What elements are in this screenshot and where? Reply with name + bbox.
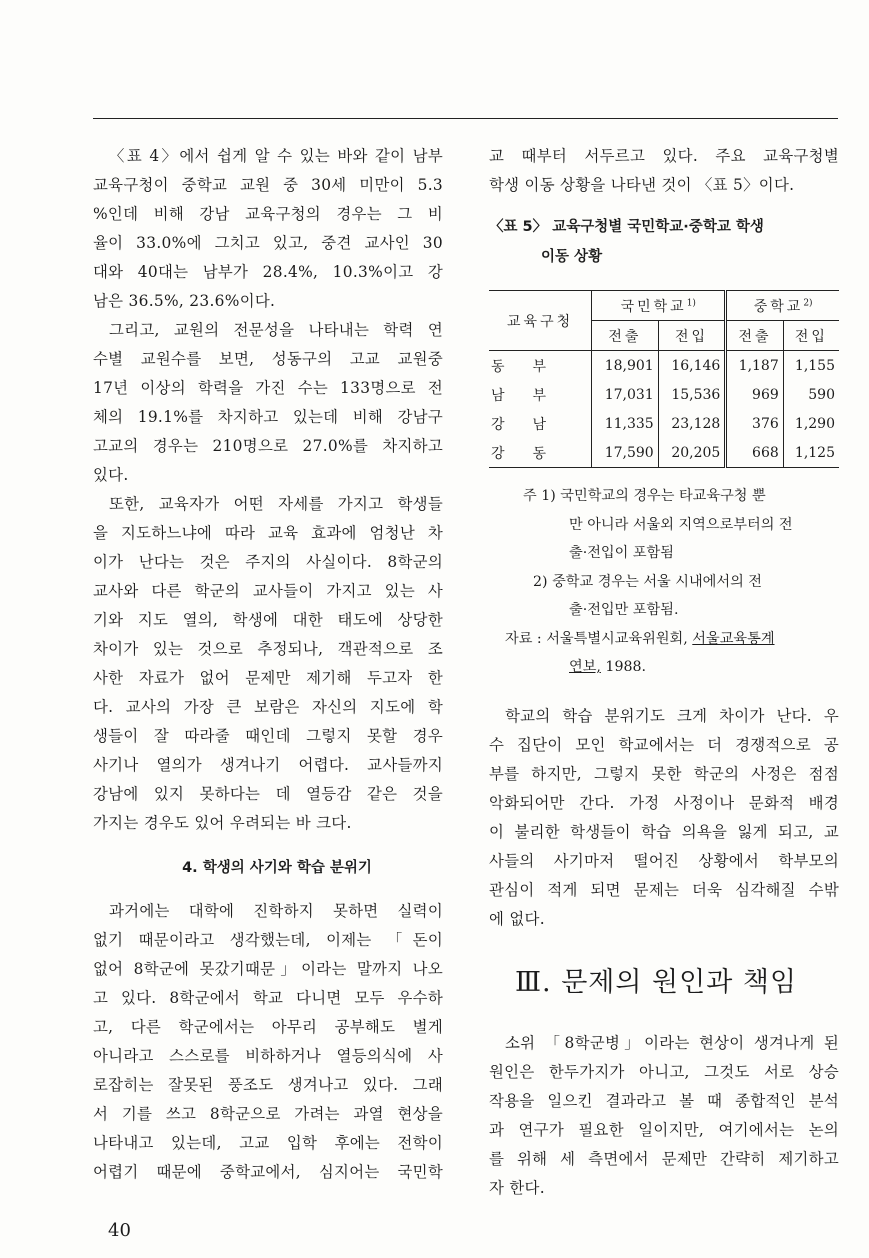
table-notes (489, 482, 839, 682)
table-cell: 376 (726, 409, 783, 438)
table-header-row (489, 291, 839, 321)
paragraph-student-morale (93, 897, 443, 1187)
table-cell: 17,031 (592, 380, 659, 409)
text-line: 소위 「8학군병」이라는 현상이 생겨나게 된 (505, 1033, 839, 1052)
text-line: 강남에 있지 못하다는 데 열등감 같은 것을 (93, 785, 443, 803)
paragraph-learning-atmosphere (489, 702, 839, 934)
text-line: 나타내고 있는데, 고교 입학 후에는 전학이 (93, 1134, 443, 1152)
table-row (489, 409, 839, 438)
paragraph-causes (489, 1029, 839, 1203)
table-cell: 668 (726, 438, 783, 468)
table-subheader: 전입 (783, 321, 839, 351)
table-row (489, 438, 839, 468)
student-transfer-table (489, 290, 839, 468)
paragraph-teacher-attitude (93, 490, 443, 838)
text-line: 〈표 4〉에서 쉽게 알 수 있는 바와 같이 남부 (109, 147, 443, 165)
table-caption-line: 이동 상황 (541, 249, 603, 265)
table-row-label: 강동 (489, 438, 592, 468)
text-line: 어렵기 때문에 중학교에서, 심지어는 국민학 (93, 1163, 443, 1181)
text-line: 서 기를 쓰고 8학군으로 가려는 과열 현상을 (93, 1105, 443, 1123)
table-cell: 1,187 (726, 351, 783, 381)
text-line: 에 없다. (489, 909, 545, 928)
page-number: 40 (108, 1220, 131, 1241)
right-column (489, 142, 839, 1203)
table-group-header: 국민학교$^{1)}$ (592, 291, 726, 321)
table-group-header: 중학교$^{2)}$ (726, 291, 839, 321)
text-line: 가지는 경우도 있어 우려되는 바 크다. (93, 814, 352, 832)
text-line: 악화되어만 간다. 가정 사정이나 문화적 배경 (489, 793, 839, 812)
table-cell: 1,125 (783, 438, 839, 468)
table-cell: 20,205 (658, 438, 726, 468)
text-line: 없기 때문이라고 생각했는데, 이제는 「돈이 (93, 931, 443, 949)
text-line: 교 때부터 서두르고 있다. 주요 교육구청별 (489, 147, 839, 165)
section-heading: 4. 학생의 사기와 학습 분위기 (182, 860, 372, 876)
text-line: 사한 자료가 없어 문제만 제기해 두고자 한 (93, 669, 443, 687)
table-cell: 18,901 (592, 351, 659, 381)
table-cell: 17,590 (592, 438, 659, 468)
text-line: 교사와 다른 학군의 교사들이 가지고 있는 사 (93, 582, 443, 600)
text-line: 있다. (93, 466, 129, 484)
table-note: 주 1) 국민학교의 경우는 타교육구청 뿐 만 아니라 서울외 지역으로부터의 전 출·전입이 포함됨 (523, 488, 793, 561)
text-line: 이가 난다는 것은 주지의 사실이다. 8학군의 (93, 553, 443, 571)
text-line: 과 연구가 필요한 일이지만, 여기에서는 논의 (489, 1120, 839, 1139)
table-row-label: 강남 (491, 416, 575, 433)
text-line: 학생 이동 상황을 나타낸 것이 〈표 5〉이다. (489, 176, 795, 194)
text-line: 고 있다. 8학군에서 학교 다니면 모두 우수하 (93, 989, 443, 1007)
text-line: 17년 이상의 학력을 가진 수는 133명으로 전 (93, 379, 443, 397)
paragraph-table4-comparison (93, 142, 443, 316)
text-line: 고, 다른 학군에서는 아무리 공부해도 별게 (93, 1018, 443, 1036)
table-note: 2) 중학교 경우는 서울 시내에서의 전 출·전입만 포함됨. (533, 573, 762, 618)
text-line: 원인은 한두가지가 아니고, 그것도 서로 상승 (489, 1062, 839, 1081)
text-line: 사들의 사기마저 떨어진 상황에서 학부모의 (489, 851, 839, 870)
header-rule (93, 118, 838, 119)
text-line: 수별 교원수를 보면, 성동구의 고교 교원중 (93, 350, 443, 368)
table-row (489, 380, 839, 409)
table-row-label: 동부 (491, 358, 575, 375)
text-line: 대와 40대는 남부가 28.4%, 10.3%이고 강 (93, 263, 443, 281)
text-line: 부를 하지만, 그렇지 못한 학군의 사정은 점점 (489, 764, 839, 783)
text-line: 아니라고 스스로를 비하하거나 열등의식에 사 (93, 1047, 443, 1065)
table-cell: 1,155 (783, 351, 839, 381)
table-cell: 11,335 (592, 409, 659, 438)
text-line: 율이 33.0%에 그치고 있고, 중견 교사인 30 (93, 234, 443, 252)
text-line: 을 지도하느냐에 따라 교육 효과에 엄청난 차 (93, 524, 443, 542)
text-line: 자 한다. (489, 1178, 545, 1197)
text-line: 이 불리한 학생들이 학습 의욕을 잃게 되고, 교 (489, 822, 839, 841)
text-line: 또한, 교육자가 어떤 자세를 가지고 학생들 (109, 495, 443, 513)
paragraph-teacher-expertise (93, 316, 443, 490)
table-cell: 590 (783, 380, 839, 409)
text-line: 기와 지도 열의, 학생에 대한 태도에 상당한 (93, 611, 443, 629)
paragraph-intro (489, 142, 839, 200)
table-row-label: 남부 (491, 387, 575, 404)
text-line: 없어 8학군에 못갔기때문」이라는 말까지 나오 (93, 960, 443, 978)
chapter-heading: Ⅲ. 문제의 원인과 책임 (515, 966, 798, 998)
text-line: 교육구청이 중학교 교원 중 30세 미만이 5.3 (93, 176, 443, 194)
table-cell: 15,536 (658, 380, 726, 409)
text-line: %인데 비해 강남 교육구청의 경우는 그 비 (93, 205, 443, 223)
text-line: 사기나 열의가 생겨나기 어렵다. 교사들까지 (93, 756, 443, 774)
table-caption (489, 212, 839, 272)
table-cell: 1,290 (783, 409, 839, 438)
table-subheader: 전입 (658, 321, 726, 351)
text-line: 다. 교사의 가장 큰 보람은 자신의 지도에 학 (93, 698, 443, 716)
text-line: 를 위해 세 측면에서 문제만 간략히 제기하고 (489, 1149, 839, 1168)
text-line: 과거에는 대학에 진학하지 못하면 실력이 (109, 902, 443, 920)
text-line: 로잡히는 잘못된 풍조도 생겨나고 있다. 그래 (93, 1076, 443, 1094)
text-line: 학교의 학습 분위기도 크게 차이가 난다. 우 (505, 706, 839, 725)
text-line: 차이가 있는 것으로 추정되나, 객관적으로 조 (93, 640, 443, 658)
text-line: 관심이 적게 되면 문제는 더욱 심각해질 수밖 (489, 880, 839, 899)
text-line: 작용을 일으킨 결과라고 볼 때 종합적인 분석 (489, 1091, 839, 1110)
text-line: 남은 36.5%, 23.6%이다. (93, 292, 276, 310)
text-line: 그리고, 교원의 전문성을 나타내는 학력 연 (109, 321, 443, 339)
text-line: 생들이 잘 따라줄 때인데 그렇지 못할 경우 (93, 727, 443, 745)
table-row (489, 351, 839, 381)
table-caption-line: 〈표 5〉 교육구청별 국민학교·중학교 학생 (489, 219, 764, 235)
text-line: 체의 19.1%를 차지하고 있는데 비해 강남구 (93, 408, 443, 426)
table-source: 자료 : 서울특별시교육위원회, 서울교육통계 연보, 1988. (505, 630, 775, 675)
left-column (93, 142, 443, 1187)
table-cell: 969 (726, 380, 783, 409)
table-cell: 16,146 (658, 351, 726, 381)
table-cell: 23,128 (658, 409, 726, 438)
text-line: 고교의 경우는 210명으로 27.0%를 차지하고 (93, 437, 443, 455)
table-rowhead: 교육구청 (489, 291, 592, 351)
text-line: 수 집단이 모인 학교에서는 더 경쟁적으로 공 (489, 735, 839, 754)
table-subheader: 전출 (726, 321, 783, 351)
table-subheader: 전출 (592, 321, 659, 351)
